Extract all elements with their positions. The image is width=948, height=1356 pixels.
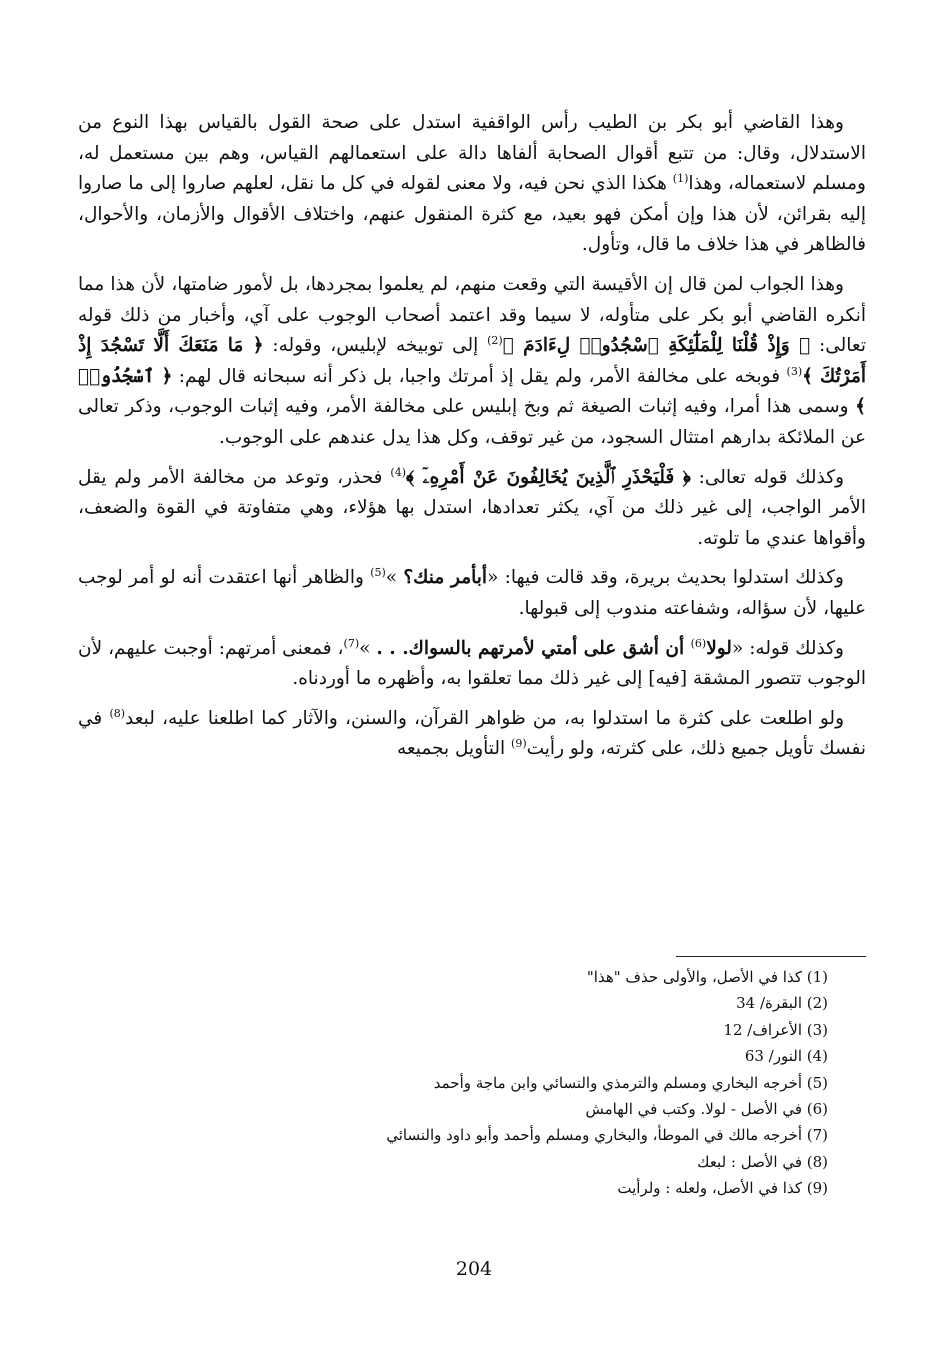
text-run: ، فمعنى أمرتهم: أوجبت عليهم، لأن الوجوب تتصور المشقة [فيه] إلى غير ذلك مما تعلقوا به، وأظهره ما أوردناه. (78, 637, 866, 690)
footnote-text: في الأصل - لولا. وكتب في الهامش (585, 1100, 802, 1119)
hadith-quote: أبأمر منك؟ (403, 567, 488, 589)
quran-verse: ﴿ ٱسْجُدُوا۟ ﴾ (78, 365, 866, 418)
footnote-number: (9) (806, 1179, 828, 1198)
main-text (78, 108, 866, 774)
footnote-item (128, 964, 828, 990)
paragraph (78, 463, 866, 555)
text-run: ولو اطلعت على كثرة ما استدلوا به، من ظواهر القرآن، والسنن، والآثار كما اطلعنا عليه، لبعد (125, 707, 844, 729)
text-run: فحذر، وتوعد من مخالفة الأمر ولم يقل الأمر الواجب، إلى غير ذلك من آي، يكثر تعدادها، استدل بها هؤلاء، وهي متفاوتة في القوة والضعف، وأقواها عندي ما تلوته. (78, 466, 866, 549)
text-run: وسمى هذا أمرا، وفيه إثبات الصيغة ثم وبخ إبليس على مخالفة الأمر، وفيه إثبات الوجوب، وذكر تعالى عن الملائكة بدارهم امتثال السجود، من غير توقف، وكل هذا يدل عندهم على الوجوب. (78, 396, 866, 448)
hadith-quote: أن أشق على أمتي لأمرتهم بالسواك. . . (376, 637, 691, 659)
footnote-marker: (7) (343, 636, 360, 650)
footnote-number: (7) (806, 1126, 828, 1145)
footnote-item (128, 1070, 828, 1096)
paragraph (78, 270, 866, 454)
text-run: والظاهر أنها اعتقدت أنه لو أمر لوجب عليها، لأن سؤاله، وشفاعته مندوب إلى قبولها. (78, 567, 866, 619)
text-run: وكذلك قوله: « (731, 637, 844, 659)
footnote-marker: (6) (690, 636, 707, 650)
footnote-text: أخرجه البخاري ومسلم والترمذي والنسائي وابن ماجة وأحمد (433, 1073, 802, 1092)
footnote-marker: (8) (109, 706, 126, 720)
footnote-number: (5) (806, 1073, 828, 1092)
text-run: وكذلك استدلوا بحديث بريرة، وقد قالت فيها: « (487, 567, 844, 589)
footnote-text: البقرة/ 34 (736, 994, 802, 1013)
footnote-item (128, 990, 828, 1016)
paragraph (78, 704, 866, 765)
footnote-text: أخرجه مالك في الموطأ، والبخاري ومسلم وأحمد وأبو داود والنسائي (386, 1126, 802, 1145)
footnote-item (128, 1017, 828, 1043)
quran-verse: ﴿ مَا مَنَعَكَ أَلَّا تَسْجُدَ إِذْ أَمَرْتُكَ ﴾ (78, 335, 866, 387)
footnote-number: (4) (806, 1047, 828, 1066)
footnote-item (128, 1122, 828, 1148)
text-run: » (385, 567, 404, 589)
footnote-item (128, 1149, 828, 1175)
footnote-item (128, 1096, 828, 1122)
footnote-number: (3) (806, 1020, 828, 1039)
paragraph (78, 634, 866, 695)
footnote-marker: (2) (487, 334, 503, 347)
footnote-marker: (9) (511, 737, 527, 751)
paragraph (78, 108, 866, 261)
text-run: وكذلك قوله تعالى: (690, 466, 844, 488)
page-number: 204 (455, 1258, 493, 1280)
footnote-marker: (5) (370, 566, 386, 580)
footnote-text: كذا في الأصل، ولعله : ولرأيت (617, 1179, 802, 1198)
footnotes (128, 964, 828, 1202)
footnote-number: (1) (806, 968, 828, 986)
footnote-marker: (1) (672, 172, 689, 186)
text-run: في نفسك تأويل جميع ذلك، على كثرته، ولو رأيت (78, 707, 866, 760)
footnote-number: (2) (806, 994, 828, 1013)
text-run: هكذا الذي نحن فيه، ولا معنى لقوله في كل ما نقل، لعلهم صاروا إلى ما صاروا إليه بقرائن، لأن هذا وإن أمكن فهو بعيد، مع كثرة المنقول عنهم، واختلاف الأقوال والأزمان، والأحوال، فالظاهر في هذا خلاف ما قال، وتأول. (78, 173, 866, 256)
footnote-marker: (3) (786, 364, 803, 378)
footnote-item (128, 1043, 828, 1069)
hadith-quote: لولا (706, 637, 732, 659)
footnote-marker: (4) (390, 465, 406, 479)
footnote-item (128, 1175, 828, 1201)
quran-verse: ﴿ وَإِذْ قُلْنَا لِلْمَلَٰٓئِكَةِ ٱسْجُدُوا۟ لِءَادَمَ ﴾ (502, 335, 811, 357)
footnote-text: كذا في الأصل، والأولى حذف "هذا" (586, 968, 802, 986)
footnote-text: النور/ 63 (744, 1047, 802, 1066)
paragraph (78, 563, 866, 624)
text-run: وهذا القاضي أبو بكر بن الطيب رأس الواقفية استدل على صحة القول بالقياس بهذا النوع من الاستدلال، وقال: من تتبع أقوال الصحابة ألفاها دالة على استعمالهم القياس، وهم بين مستعمل له، ومسلم لاستعماله، وهذا (78, 112, 866, 195)
text-run: إلى توبيخه لإبليس، وقوله: (263, 335, 488, 357)
footnote-separator (676, 956, 866, 957)
footnote-text: في الأصل : لبعك (697, 1152, 802, 1171)
quran-verse: ﴿ فَلْيَحْذَرِ ٱلَّذِينَ يُخَالِفُونَ عَنْ أَمْرِهِۦٓ ﴾ (405, 466, 691, 488)
text-run: وهذا الجواب لمن قال إن الأقيسة التي وقعت منهم، لم يعلموا بمجردها، بل لأمور ضامتها، لأن هذا مما أنكره القاضي أبو بكر على متأوله، لا سيما وقد اعتمد أصحاب الوجوب على آي، وأخبار من ذلك قوله تعالى: (78, 273, 866, 357)
footnote-number: (8) (806, 1152, 828, 1171)
text-run: » (359, 637, 377, 659)
footnote-number: (6) (806, 1100, 828, 1119)
footnote-text: الأعراف/ 12 (723, 1020, 802, 1039)
text-run: فوبخه على مخالفة الأمر، ولم يقل إذ أمرتك واجبا، بل ذكر أنه سبحانه قال لهم: (172, 365, 787, 387)
text-run: التأويل بجميعه (396, 738, 512, 760)
